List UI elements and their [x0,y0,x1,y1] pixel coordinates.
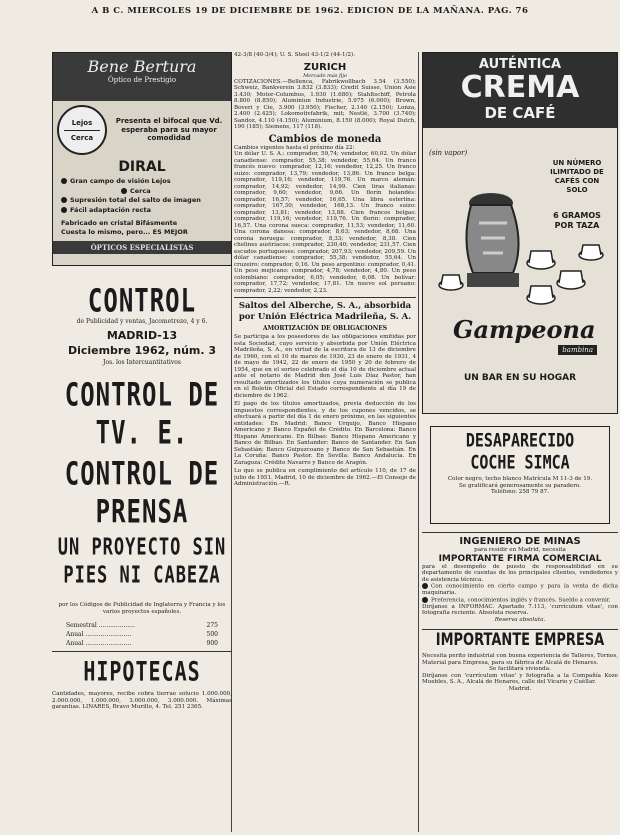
diral-foot-3: ÓPTICOS ESPECIALISTAS [53,241,231,254]
zurich-text: COTIZACIONES.—Bellenca, Fabrikwollbach 3.54 (3.550); Schweiz, Bankverein 3.832 (3.833); Credit Suisse, Union Asie 3.430; Motor-Columbus, 1.930 (1.680); Stahltschiff, Petrola 8.800 (8.850); Aluminiun Industrie, 5.975 (6.000); Brown, Boveri y Cie, 3.900 (3.950); Fischer, 2.140 (2.150); Lonza, 2.400 (2.425); Lokomotivfabrik, mit; Nestlé, 3.700 (3.740); Sandoz, 4.110 (4.150); Aluminium, 8.150 (8.000); Royal Dutch, 190 (185); Siemens, 117 (118). [234,78,416,130]
empresa-contact: Diríjanse con 'currículum vitae' y fotografía a la Compañía Koze Muebles, S. A., Alcalá de Henares, calle del Vicario y Cuéllar. [422,672,618,685]
coffee-claim: UN NÚMERO ILIMITADO DE CAFÉS CON SOLO [550,159,604,194]
diral-foot-2: Cuesta lo mismo, pero... ES MEJOR [61,228,188,236]
coffee-title-3: DE CAFÉ [484,104,556,122]
page-header: A B C. MIERCOLES 19 DE DICIEMBRE DE 1962. EDICION DE LA MAÑANA. PAG. 76 [91,6,529,16]
control-prensa-title: CONTROL DE PRENSA [64,455,220,530]
lost-phone: Teléfono: 258 79 87. [490,489,550,495]
price-list [66,621,218,648]
coffee-brand-sub: bambina [558,345,597,355]
firma-contact: Diríjanse a INFORMAC. Apartado 7.113, 'currículum vitae', con fotografía reciente. Absoluta reserva. [422,603,618,616]
firma-text: para el desempeño de puesto de responsabilidad en su departamento de cuentas de los principales clientes, vendedores y de asistencia técnica. [422,563,618,583]
empresa-pref: Se facilitará vivienda. [489,666,551,672]
coffee-banner [423,53,617,128]
stock-top-line: 42-3/8 (40-3/4); U. S. Steel 43-1/2 (44-1/2). [234,52,355,58]
saltos-title: Saltos del Alberche, S. A., absorbida por Unión Eléctrica Madrileña, S. A. [238,301,412,322]
lens-far-label: Lejos [71,118,93,127]
cambios-text: Un dólar U. S. A.: comprador, 59,74; vendedor, 60,02. Un dólar canadiense: comprador, 55,38; vendedor, 55,64. Un franco francés nuevo: comprador, 12,16; vendedor, 12,25. Un franco suizo: comprador, 13,79; vendedor, 13,86. Un franco belga: comprador, 119,16; vendedor, 119,76. Un marco alemán: comprador, 14,92; vendedor, 14,99. Cien liras italianas: comprador, 9,60; vendedor, 9,66. Un florín holandés: comprador, 16,57; vendedor, 16,65. Una libra esterlina: comprador, 167,30; vendedor, 168,13. Un franco suizo: comprador, 13,81; vendedor, 13,88. Cien francos belgas: comprador, 119,16; vendedor, 119,76. Un florín: comprador, 16,57. Una corona sueca: comprador, 11,53; vendedor, 11,60. Una corona danesa: comprador, 8,63; vendedor, 8,68. Una corona noruega: comprador, 8,33; vendedor, 8,38. Cien chelines austríacos: comprador, 230,40; vendedor, 231,57. Cien escudos portugueses: comprador, 207,93; vendedor, 209,59. Un dólar canadiense: comprador, 55,38; vendedor, 55,64. Un cruzeiro: comprador, 0,16. Un peso argentino: comprador, 0,41. Un peso mejicano: comprador, 4,78; vendedor, 4,80. Un peso colombiano: comprador, 6,05; vendedor, 6,08. Un bolívar: comprador, 17,72; vendedor, 17,81. Un nuevo sol peruano: comprador, 2,22; vendedor, 2,23. [234,151,416,294]
lost-text: Color negro, techo blanco Matrícula M 11-3 de 19. [447,476,593,482]
amort-text-2: El pago de los títulos amortizados, previa deducción de los impuestos correspondientes, y de los cupones vencidos, se efectuará a partir del día 1 de enero próximo, en las siguientes entidades: En Madrid: Banco Urquijo, Banco Hispano Americano y Banco Español de Crédito. En Barcelona: Banco Hispano Americano. En Bilbao: Banco Hispano Americano y Banco de Bilbao. En Santander: Banco de Santander. En San Sebastián: Banco Guipuzcoano y Banco de San Sebastián. En La Coruña: Banco Pastor. En Sevilla: Banco Andalucía. En Zaragoza: Crédito Navarro y Banco de Aragón. [234,401,416,466]
lost-title-2: COCHE SIMCA [470,450,570,474]
diral-lead: Presenta el bifocal que Vd. esperaba para su mayor comodidad [115,117,223,143]
coffee-machine-illustration [431,163,611,313]
lost-car-ad [430,426,610,524]
cambios-title: Cambios de moneda [268,133,382,145]
column-3 [422,52,618,832]
ing-sub: para residir en Madrid, necesita [474,547,566,553]
diral-ad [52,52,232,266]
coffee-brand: Gampeona [453,315,596,344]
coffee-slogan: UN BAR EN SU HOGAR [463,373,577,383]
feature-item: Supresión total del salto de imagen [61,196,223,206]
diral-foot-1: Fabricado en cristal Bifásmente [61,219,178,227]
diral-brand: Bene Bertura [87,57,197,76]
coffee-ad [422,52,618,414]
feature-item: Gran campo de visión Lejos [61,177,223,187]
feature-item: Fácil adaptación recta [61,206,223,216]
lens-near-label: Cerca [70,133,94,142]
firma-item: Preferencia, conocimientos inglés y francés. Sueldo a convenir. [422,597,618,604]
column-rule [418,52,419,832]
hipotecas-text: Cantidades, mayores, recibe cobra tierrae solucio 1.000.000, 2.000.000, 1.000.000, 3.000.000, 3.000.000. Máximas garantías. LINARES, Bravo Murillo, 4. Tel. 251 2365. [52,691,232,710]
diral-brand-sub: Óptico de Prestigio [107,76,177,84]
diral-features [53,175,231,217]
lost-title-1: DESAPARECIDO [465,428,575,452]
amort-title: AMORTIZACIÓN DE OBLIGACIONES [262,325,388,332]
coffee-grams: 6 GRAMOS POR TAZA [553,211,601,230]
amort-text: Se participa a los poseedores de las obligaciones emitidas por esta Sociedad, cuyo servicio y absorbida por Unión Eléctrica Madrileña, S. A., en virtud de la escritura de 13 de diciembre de 1960, con el 10 de marzo de 1930, 23 de enero de 1931, 4 de mayo de 1942, 22 de enero de 1950 y 20 de febrero de 1954, que en el sorteo celebrado el día 10 de diciembre actual ante el notario de Madrid don José Luis Díaz Pastor, han resultado amortizados los títulos cuya numeración se publica en el Boletín Oficial del Estado correspondiente al día 19 de diciembre de 1962. [234,334,416,399]
diral-ad-banner [53,53,231,101]
coffee-vapor: (sin vapor) [429,149,468,157]
lost-reward: Se gratificará generosamente su paradero. [459,482,581,489]
coffee-title-2: CREMA [460,70,580,105]
price-line: Semestral ................... 275 [66,622,218,629]
empresa-city: Madrid. [508,685,532,692]
firma-reserve: Reserva absoluta. [494,616,546,623]
firma-title: IMPORTANTE FIRMA COMERCIAL [438,553,602,564]
hipotecas-title: HIPOTECAS [83,655,201,688]
amort-text-3: Lo que se publica en cumplimiento del artículo 110, de 17 de julio de 1951. Madrid, 10 de diciembre de 1962.—El Consejo de Administración.—R. [234,468,416,487]
empresa-text: Necesita perito industrial con buena experiencia de Talleres, Tornos, Material para Empresa, para su fábrica de Alcalá de Henares. [422,653,618,666]
control-city: MADRID-13 [106,329,178,342]
zurich-title: ZURICH [303,61,347,73]
column-1 [52,52,232,711]
price-line: Anual ........................ 900 [66,640,218,647]
proyecto-title: UN PROYECTO SIN PIES NI CABEZA [57,534,227,590]
control-date: Diciembre 1962, núm. 3 [67,344,217,357]
zurich-sub: Mercado más fijo [303,72,347,79]
column-2 [234,52,416,832]
control-tv-title: CONTROL DE TV. E. [64,376,220,451]
bifocal-lens-icon [57,105,107,155]
price-line: Anual ........................ 500 [66,631,218,638]
diral-product: DIRAL [118,159,166,175]
coffee-title-1: AUTÉNTICA [478,57,562,72]
firma-item: Con conocimiento en cierto campo y para la venta de dicha maquinaria. [422,583,618,596]
control-lead: Jos. los Intercuantitativos [103,359,181,366]
control-title: CONTROL [87,282,197,320]
empresa-title: IMPORTANTE EMPRESA [435,630,605,651]
proyecto-text: por los Códigos de Publicidad de Inglaterra y Francia y los varios proyectos españoles. [58,602,226,615]
cambios-sub: Cambios vigentes hasta el próximo día 22: [234,144,355,151]
ing-title: INGENIERO DE MINAS [459,536,581,547]
control-sub: de Publicidad y ventas, Jacometrezo, 4 y 6. [76,318,208,325]
feature-item: Cerca [61,187,223,197]
